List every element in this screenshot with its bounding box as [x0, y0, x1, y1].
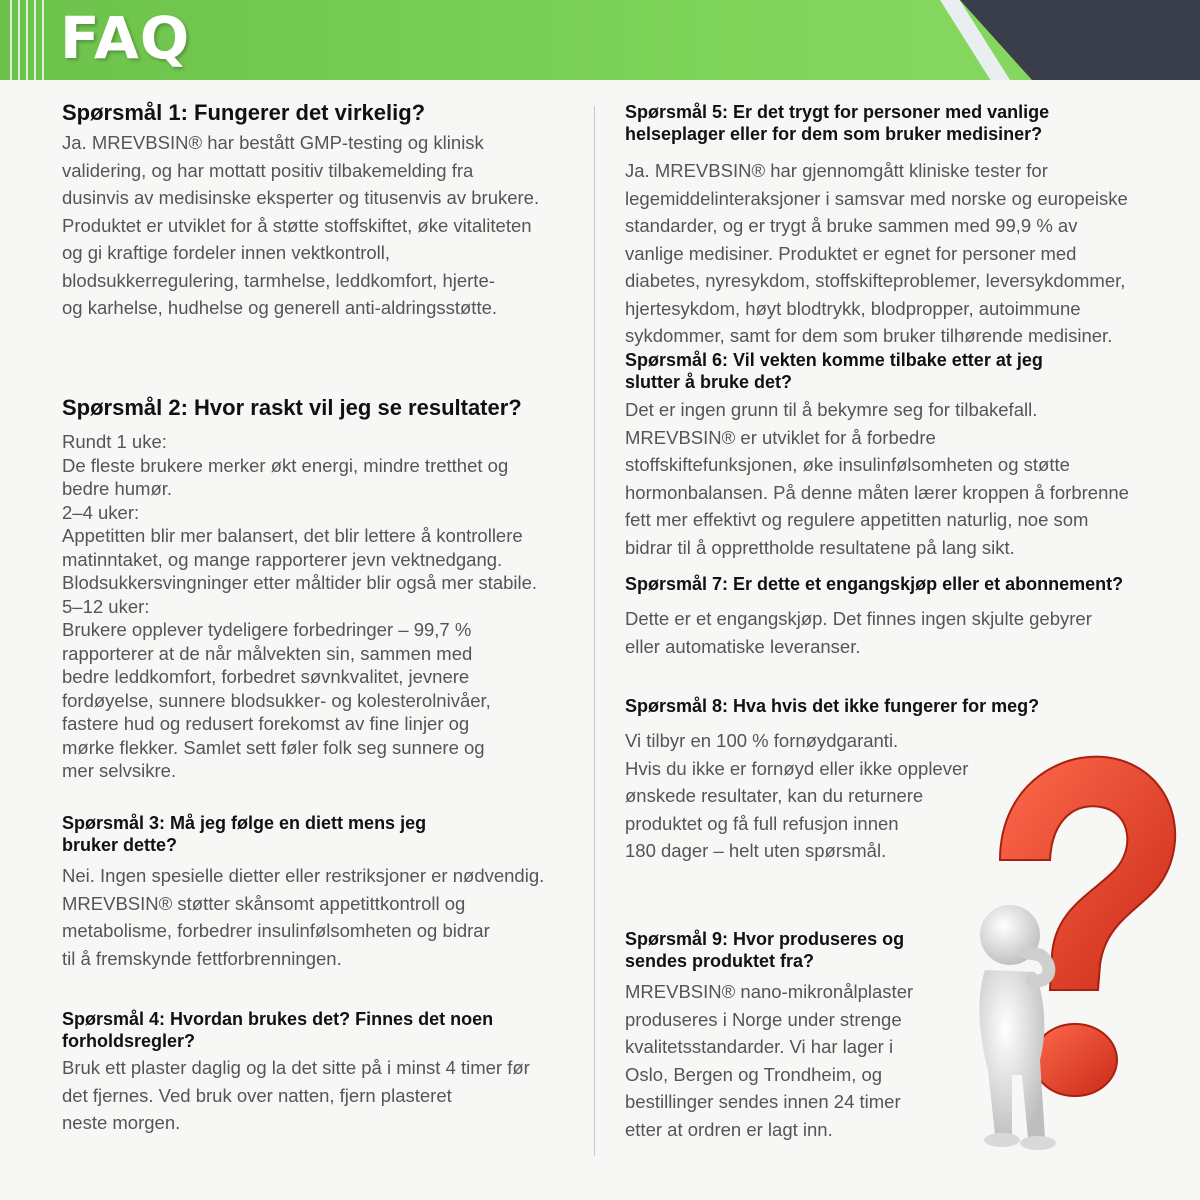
faq-answer-9: MREVBSIN® nano-mikronålplaster produseres i Norge under strenge kvalitetsstandarder. Vi har lager i Oslo, Bergen og Trondheim, og bestillinger sendes innen 24 timer etter at ordren er lagt inn.	[625, 981, 914, 1140]
faq-answer-6: Det er ingen grunn til å bekymre seg for tilbakefall. MREVBSIN® er utviklet for å forbedre stoffskiftefunksjonen, øke insulinfølsomheten og støtte hormonbalansen. På denne måten lærer kroppen å forbrenne fett mer effektivt og regulere appetitten naturlig, noe som bidrar til å opprettholde resultatene på lang sikt.	[625, 399, 1129, 558]
faq-question-2: Spørsmål 2: Hvor raskt vil jeg se resultater?	[62, 395, 522, 420]
faq-question-8: Spørsmål 8: Hva hvis det ikke fungerer for meg?	[625, 696, 1040, 716]
faq-answer-5: Ja. MREVBSIN® har gjennomgått kliniske tester for legemiddelinteraksjoner i samsvar med norske og europeiske standarder, og er trygt å bruke sammen med 99,9 % av vanlige medisiner. Produktet er egnet for personer med diabetes, nyresykdom, stoffskifteproblemer, leversykdommer, hjertesykdom, høyt blodtrykk, blodpropper, autoimmune sykdommer, samt for dem som bruker tilhørende medisiner.	[625, 160, 1128, 346]
faq-answer-1: Ja. MREVBSIN® har bestått GMP-testing og klinisk validering, og har mottatt positiv tilbakemelding fra dusinvis av medisinske eksperter og titusenvis av brukere. Produktet er utviklet for å støtte stoffskiftet, øke vitaliteten og gi kraftige fordeler innen vektkontroll, blodsukkerregulering, tarmhelse, leddkomfort, hjerte- og karhelse, hudhelse og generell anti-aldringsstøtte.	[62, 132, 540, 318]
faq-question-4: Spørsmål 4: Hvordan brukes det? Finnes det noen forholdsregler?	[62, 1009, 494, 1051]
column-divider	[594, 106, 595, 1156]
faq-question-3: Spørsmål 3: Må jeg følge en diett mens jeg bruker dette?	[62, 813, 427, 855]
faq-question-9: Spørsmål 9: Hvor produseres og sendes produktet fra?	[625, 929, 905, 971]
thinking-person-question-mark-icon	[940, 740, 1190, 1160]
header-stripes	[0, 0, 55, 80]
faq-question-5: Spørsmål 5: Er det trygt for personer med vanlige helseplager eller for dem som bruker medisiner?	[625, 102, 1050, 144]
faq-question-1: Spørsmål 1: Fungerer det virkelig?	[62, 100, 426, 125]
faq-question-6: Spørsmål 6: Vil vekten komme tilbake etter at jeg slutter å bruke det?	[625, 350, 1043, 392]
faq-answer-4: Bruk ett plaster daglig og la det sitte på i minst 4 timer før det fjernes. Ved bruk over natten, fjern plasteret neste morgen.	[62, 1057, 530, 1133]
faq-answer-3: Nei. Ingen spesielle dietter eller restriksjoner er nødvendig. MREVBSIN® støtter skånsomt appetittkontroll og metabolisme, forbedrer insulinfølsomheten og bidrar til å fremskynde fettforbrenningen.	[62, 865, 545, 969]
faq-answer-2: Rundt 1 uke: De fleste brukere merker økt energi, mindre tretthet og bedre humør. 2–4 uker: Appetitten blir mer balansert, det blir lettere å kontrollere matinntaket, og mange rapporterer jevn vektnedgang. Blodsukkersvingninger etter måltider blir også mer stabile. 5–12 uker: Brukere opplever tydeligere forbedringer – 99,7 % rapporterer at de når målvekten sin, sammen med bedre leddkomfort, forbedret søvnkvalitet, jevnere fordøyelse, sunnere blodsukker- og kolesterolnivåer, fastere hud og redusert forekomst av fine linjer og mørke flekker. Samlet sett føler folk seg sunnere og mer selvsikre.	[62, 431, 538, 781]
header-banner	[0, 0, 1200, 80]
faq-question-7: Spørsmål 7: Er dette et engangskjøp eller et abonnement?	[625, 574, 1124, 594]
page-title: FAQ	[60, 4, 191, 72]
faq-answer-8: Vi tilbyr en 100 % fornøydgaranti. Hvis du ikke er fornøyd eller ikke opplever ønskede resultater, kan du returnere produktet og få full refusjon innen 180 dager – helt uten spørsmål.	[625, 730, 969, 861]
faq-answer-7: Dette er et engangskjøp. Det finnes ingen skjulte gebyrer eller automatiske leveranser.	[625, 608, 1092, 657]
